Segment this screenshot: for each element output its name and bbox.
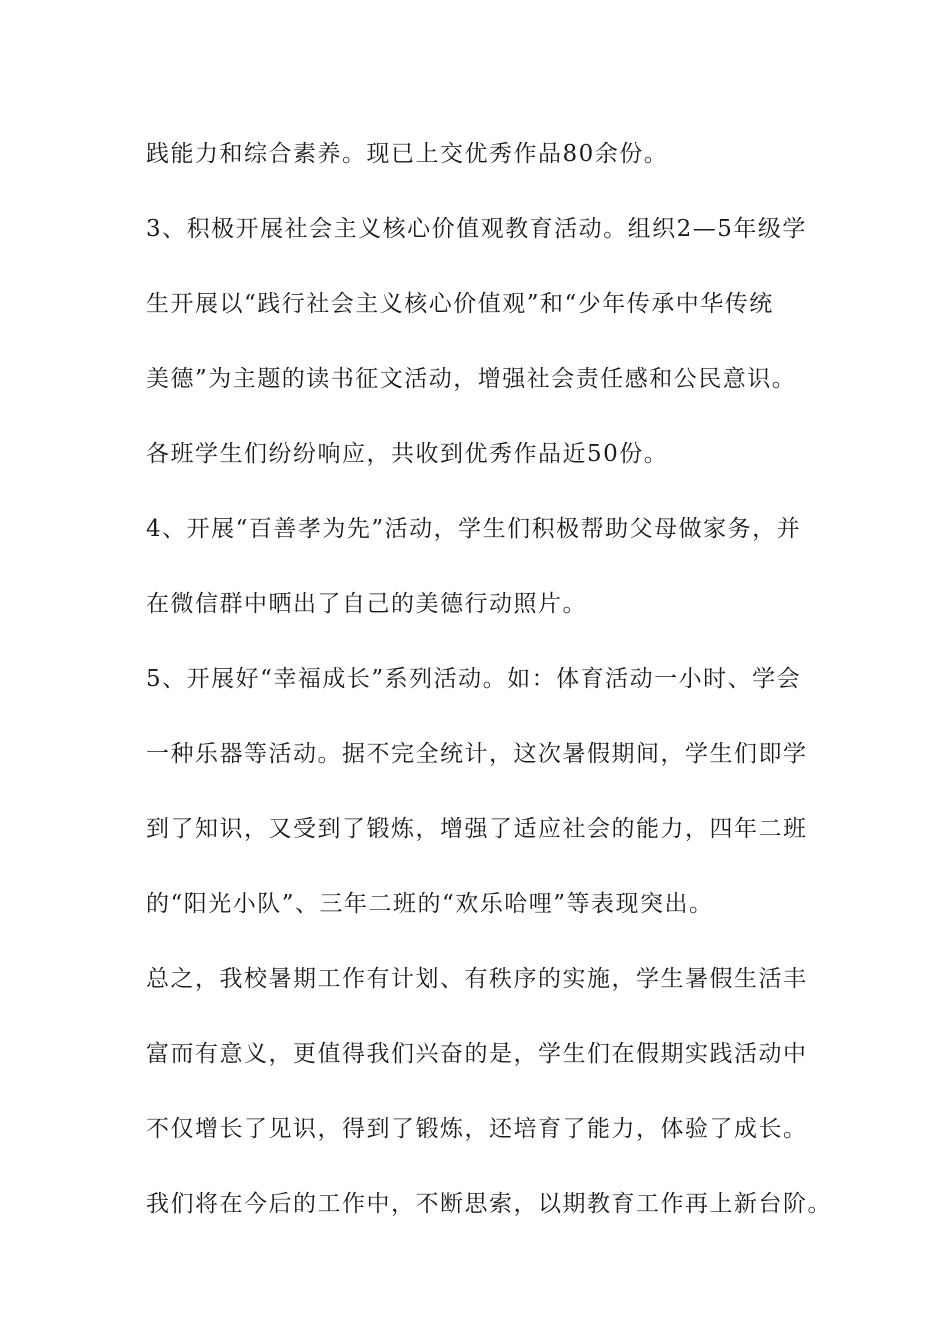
text-line: 5、开展好“幸福成长”系列活动。如：体育活动一小时、学会	[146, 666, 802, 692]
text-line: 到了知识，又受到了锻炼，增强了适应社会的能力，四年二班	[146, 816, 808, 842]
text-line: 富而有意义，更值得我们兴奋的是，学生们在假期实践活动中	[146, 1041, 808, 1067]
text-line: 不仅增长了见识，得到了锻炼，还培育了能力，体验了成长。	[146, 1116, 808, 1142]
text-line: 一种乐器等活动。据不完全统计，这次暑假期间，学生们即学	[146, 741, 808, 767]
text-line: 3、积极开展社会主义核心价值观教育活动。组织2—5年级学	[146, 216, 807, 242]
text-line: 总之，我校暑期工作有计划、有秩序的实施，学生暑假生活丰	[146, 966, 808, 992]
text-line: 4、开展“百善孝为先”活动，学生们积极帮助父母做家务，并	[146, 516, 802, 542]
text-line: 的“阳光小队”、三年二班的“欢乐哈哩”等表现突出。	[146, 891, 714, 917]
text-line: 在微信群中晒出了自己的美德行动照片。	[146, 591, 587, 617]
text-line: 践能力和综合素养。现已上交优秀作品80余份。	[146, 141, 669, 167]
text-line: 生开展以“践行社会主义核心价值观”和“少年传承中华传统	[146, 291, 774, 317]
text-line: 各班学生们纷纷响应，共收到优秀作品近50份。	[146, 441, 669, 467]
text-line: 美德”为主题的读书征文活动，增强社会责任感和公民意识。	[146, 366, 797, 392]
text-line: 我们将在今后的工作中，不断思索，以期教育工作再上新台阶。	[146, 1191, 832, 1217]
